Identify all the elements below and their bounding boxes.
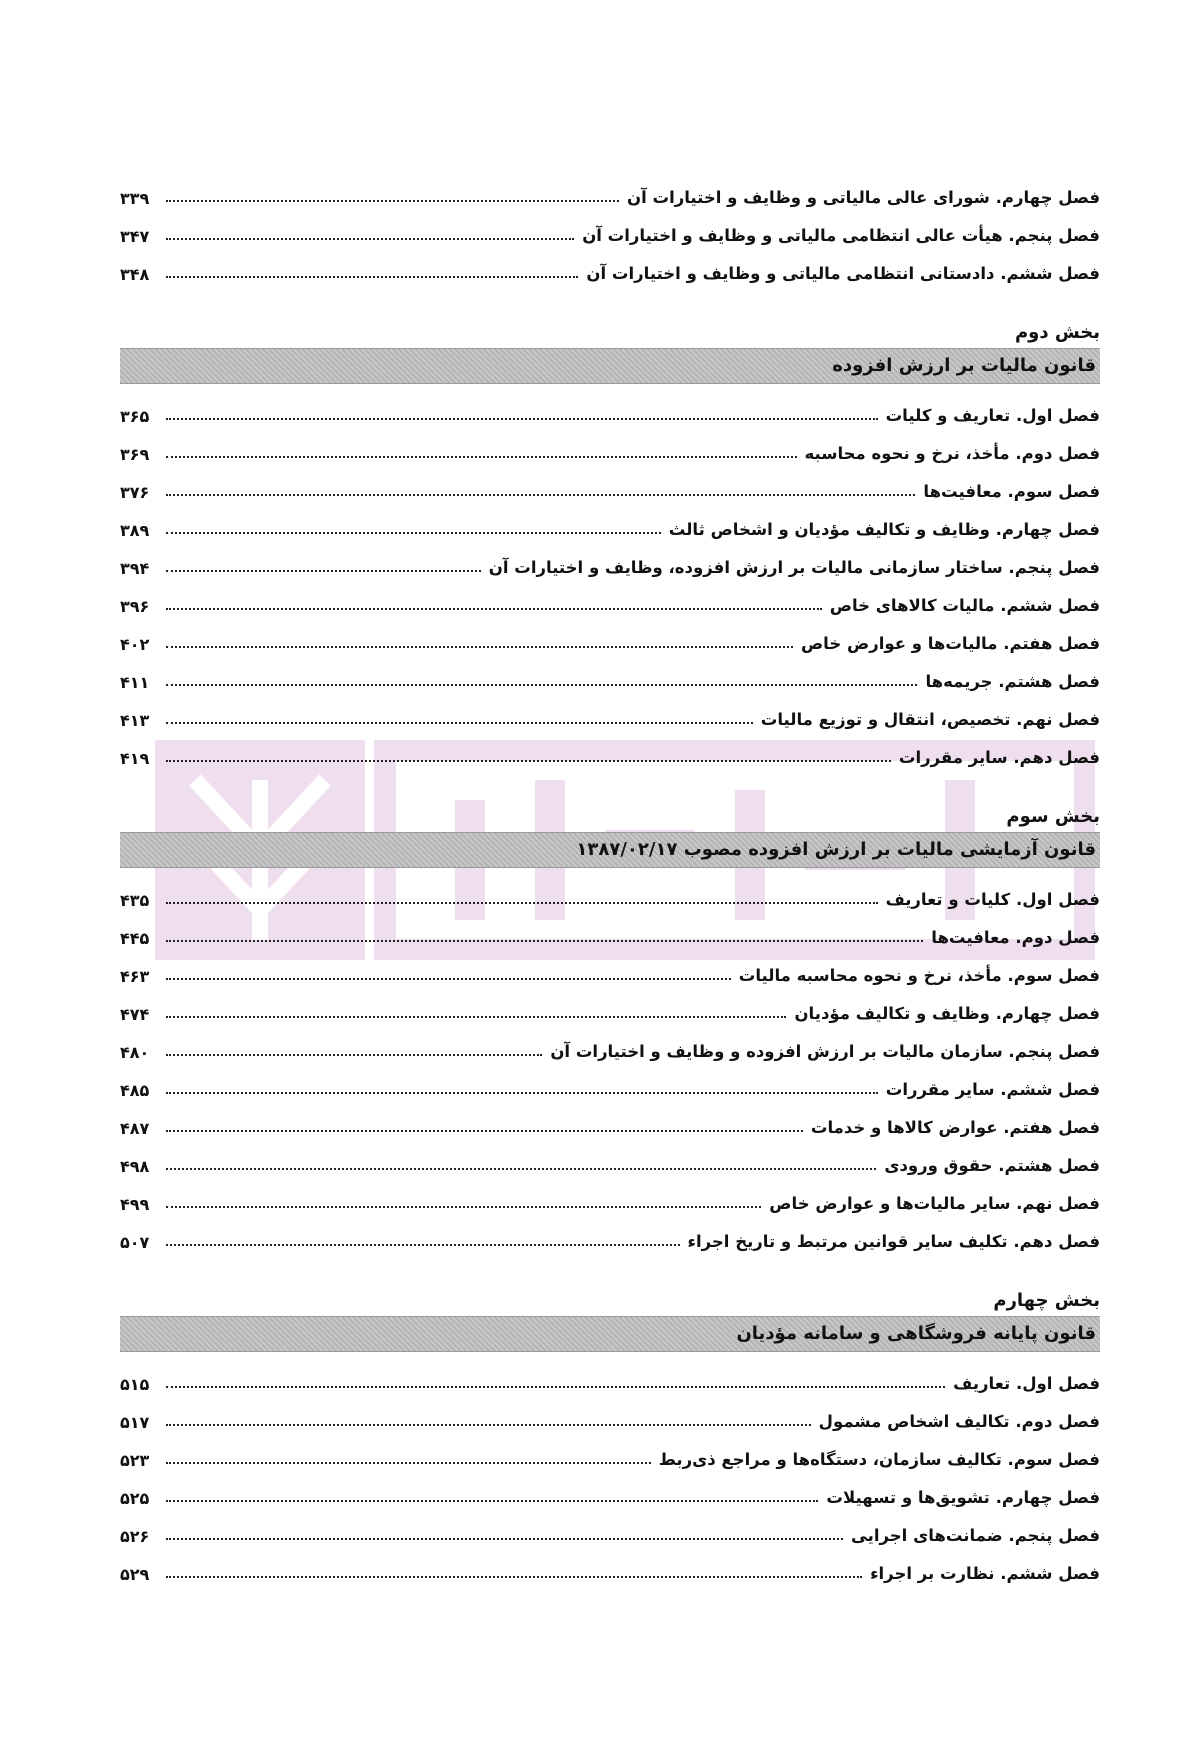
section-title-bar: قانون پایانه فروشگاهی و سامانه مؤدیان (120, 1316, 1100, 1352)
dot-leader (166, 940, 923, 942)
dot-leader (166, 238, 574, 240)
toc-entry[interactable] (120, 654, 1100, 692)
section-title-bar: قانون مالیات بر ارزش افزوده (120, 348, 1100, 384)
toc-entry[interactable] (120, 1062, 1100, 1100)
toc-section (120, 1252, 1100, 1584)
dot-leader (166, 978, 731, 980)
toc-entry[interactable] (120, 692, 1100, 730)
toc-entry-title: فصل نهم. تخصیص، انتقال و توزیع مالیات (760, 710, 1100, 730)
section-spacer (120, 1252, 1100, 1276)
dot-leader (166, 760, 891, 762)
toc-entry-page-number: ۵۲۶ (120, 1526, 150, 1546)
toc-entry-page-number: ۳۴۸ (120, 264, 150, 284)
toc-entry-title: فصل هشتم. حقوق ورودی (884, 1156, 1100, 1176)
toc-entry-page-number: ۴۱۱ (120, 672, 150, 692)
toc-entry-page-number: ۵۰۷ (120, 1232, 150, 1252)
dot-leader (166, 1092, 878, 1094)
toc-entry-title: فصل سوم. تکالیف سازمان، دستگاه‌ها و مراجع ذی‌ربط (658, 1450, 1100, 1470)
toc-entry[interactable] (120, 1470, 1100, 1508)
toc-entry[interactable] (120, 246, 1100, 284)
toc-entry[interactable] (120, 1432, 1100, 1470)
dot-leader (166, 646, 793, 648)
toc-entry[interactable] (120, 1394, 1100, 1432)
toc-entry-title: فصل ششم. دادستانی انتظامی مالیاتی و وظایف و اختیارات آن (586, 264, 1100, 284)
dot-leader (166, 1130, 803, 1132)
toc-entry-title: فصل دهم. تکلیف سایر قوانین مرتبط و تاریخ اجراء (687, 1232, 1100, 1252)
toc-entry-title: فصل اول. تعاریف (953, 1374, 1100, 1394)
toc-entry-title: فصل چهارم. شورای عالی مالیاتی و وظایف و اختیارات آن (627, 188, 1100, 208)
toc-entry-title: فصل دوم. مأخذ، نرخ و نحوه محاسبه (804, 444, 1100, 464)
toc-entry[interactable] (120, 426, 1100, 464)
toc-entry-title: فصل دوم. تکالیف اشخاص مشمول (818, 1412, 1100, 1432)
table-of-contents (120, 170, 1100, 1584)
section-spacer (120, 768, 1100, 792)
toc-entry[interactable] (120, 1546, 1100, 1584)
section-label: بخش چهارم (993, 1290, 1100, 1311)
toc-entry-title: فصل ششم. سایر مقررات (885, 1080, 1100, 1100)
toc-entry[interactable] (120, 872, 1100, 910)
sections-container (120, 284, 1100, 1584)
toc-entry-page-number: ۳۷۶ (120, 482, 150, 502)
toc-entry[interactable] (120, 1138, 1100, 1176)
dot-leader (166, 1016, 786, 1018)
toc-entry-title: فصل اول. تعاریف و کلیات (885, 406, 1100, 426)
toc-entry-title: فصل نهم. سایر مالیات‌ها و عوارض خاص (769, 1194, 1100, 1214)
toc-entry-title: فصل دوم. معافیت‌ها (931, 928, 1100, 948)
toc-entry[interactable] (120, 1508, 1100, 1546)
toc-entry-page-number: ۵۱۵ (120, 1374, 150, 1394)
toc-entry[interactable] (120, 910, 1100, 948)
toc-entry-page-number: ۳۹۴ (120, 558, 150, 578)
dot-leader (166, 1168, 876, 1170)
toc-entry[interactable] (120, 1214, 1100, 1252)
dot-leader (166, 532, 661, 534)
toc-entry-page-number: ۵۲۵ (120, 1488, 150, 1508)
toc-entry-title: فصل هشتم. جریمه‌ها (925, 672, 1100, 692)
toc-section (120, 284, 1100, 768)
toc-entry-page-number: ۳۸۹ (120, 520, 150, 540)
toc-entry-page-number: ۴۸۷ (120, 1118, 150, 1138)
toc-entry-title: فصل چهارم. وظایف و تکالیف مؤدیان و اشخاص ثالث (668, 520, 1100, 540)
toc-entry[interactable] (120, 464, 1100, 502)
toc-entry-page-number: ۴۸۵ (120, 1080, 150, 1100)
toc-entry-page-number: ۴۱۳ (120, 710, 150, 730)
toc-entry[interactable] (120, 1356, 1100, 1394)
toc-entry-page-number: ۴۴۵ (120, 928, 150, 948)
toc-entry-title: فصل ششم. مالیات کالاهای خاص (829, 596, 1100, 616)
section-label: بخش دوم (1014, 322, 1100, 343)
toc-entry-page-number: ۴۳۵ (120, 890, 150, 910)
dot-leader (166, 418, 878, 420)
toc-entry-title: فصل سوم. معافیت‌ها (923, 482, 1100, 502)
toc-entry-title: فصل پنجم. ساختار سازمانی مالیات بر ارزش افزوده، وظایف و اختیارات آن (488, 558, 1100, 578)
toc-entry[interactable] (120, 948, 1100, 986)
toc-entry[interactable] (120, 1100, 1100, 1138)
toc-entry-page-number: ۴۰۲ (120, 634, 150, 654)
toc-entry-page-number: ۳۴۷ (120, 226, 150, 246)
toc-entry[interactable] (120, 578, 1100, 616)
toc-section (120, 768, 1100, 1252)
toc-entry-page-number: ۵۱۷ (120, 1412, 150, 1432)
toc-entry-title: فصل هفتم. عوارض کالاها و خدمات (810, 1118, 1100, 1138)
toc-entry-title: فصل پنجم. سازمان مالیات بر ارزش افزوده و وظایف و اختیارات آن (550, 1042, 1100, 1062)
toc-entry[interactable] (120, 1024, 1100, 1062)
toc-entry-title: فصل دهم. سایر مقررات (898, 748, 1100, 768)
toc-entry[interactable] (120, 388, 1100, 426)
toc-entry-title: فصل پنجم. هیأت عالی انتظامی مالیاتی و وظایف و اختیارات آن (582, 226, 1100, 246)
dot-leader (166, 1206, 761, 1208)
toc-entry-page-number: ۴۹۹ (120, 1194, 150, 1214)
dot-leader (166, 276, 578, 278)
toc-entry[interactable] (120, 170, 1100, 208)
toc-entry[interactable] (120, 730, 1100, 768)
toc-entry-page-number: ۳۶۹ (120, 444, 150, 464)
dot-leader (166, 608, 822, 610)
toc-entry-page-number: ۴۱۹ (120, 748, 150, 768)
dot-leader (166, 1424, 811, 1426)
section-title-bar: قانون آزمایشی مالیات بر ارزش افزوده مصوب ۱۳۸۷/۰۲/۱۷ (120, 832, 1100, 868)
toc-entry[interactable] (120, 1176, 1100, 1214)
dot-leader (166, 684, 917, 686)
dot-leader (166, 1386, 945, 1388)
dot-leader (166, 570, 481, 572)
toc-entry-title: فصل پنجم. ضمانت‌های اجرایی (850, 1526, 1100, 1546)
toc-entry-page-number: ۵۲۹ (120, 1564, 150, 1584)
dot-leader (166, 1500, 818, 1502)
dot-leader (166, 1054, 542, 1056)
dot-leader (166, 902, 878, 904)
dot-leader (166, 494, 915, 496)
dot-leader (166, 1576, 862, 1578)
toc-entry-page-number: ۳۶۵ (120, 406, 150, 426)
section-label: بخش سوم (1006, 806, 1100, 827)
toc-entry-page-number: ۵۲۳ (120, 1450, 150, 1470)
toc-entry[interactable] (120, 986, 1100, 1024)
dot-leader (166, 200, 619, 202)
toc-entry[interactable] (120, 208, 1100, 246)
toc-entry-title: فصل سوم. مأخذ، نرخ و نحوه محاسبه مالیات (738, 966, 1100, 986)
toc-entry-page-number: ۴۷۴ (120, 1004, 150, 1024)
toc-entry[interactable] (120, 540, 1100, 578)
dot-leader (166, 456, 797, 458)
toc-entry-page-number: ۴۹۸ (120, 1156, 150, 1176)
toc-entry-page-number: ۴۸۰ (120, 1042, 150, 1062)
toc-entry-title: فصل چهارم. تشویق‌ها و تسهیلات (826, 1488, 1100, 1508)
toc-entry-title: فصل اول. کلیات و تعاریف (885, 890, 1100, 910)
toc-entry-page-number: ۴۶۳ (120, 966, 150, 986)
toc-entry-title: فصل چهارم. وظایف و تکالیف مؤدیان (794, 1004, 1100, 1024)
toc-entry[interactable] (120, 616, 1100, 654)
dot-leader (166, 1462, 651, 1464)
dot-leader (166, 1538, 843, 1540)
dot-leader (166, 722, 753, 724)
section-spacer (120, 284, 1100, 308)
dot-leader (166, 1244, 680, 1246)
toc-entry-page-number: ۳۹۶ (120, 596, 150, 616)
toc-entry-title: فصل ششم. نظارت بر اجراء (870, 1564, 1100, 1584)
toc-entry-page-number: ۳۳۹ (120, 188, 150, 208)
intro-chapter-list (120, 170, 1100, 284)
toc-entry-title: فصل هفتم. مالیات‌ها و عوارض خاص (800, 634, 1100, 654)
toc-entry[interactable] (120, 502, 1100, 540)
